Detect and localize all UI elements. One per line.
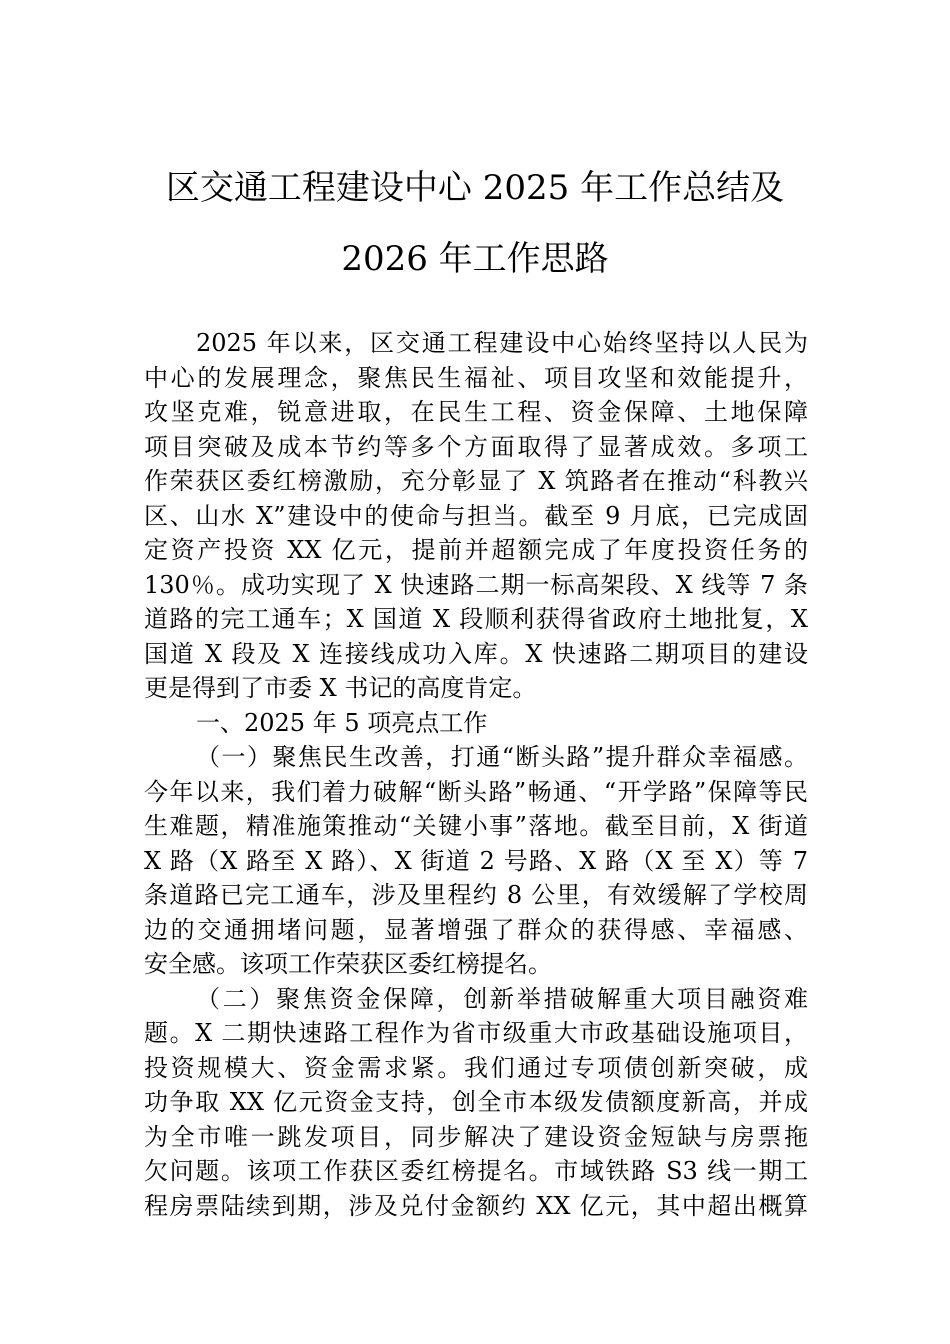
text-line: 定资产投资 XX 亿元，提前并超额完成了年度投资任务的 (144, 536, 808, 564)
text-line: 安全感。该项工作荣获区委红榜提名。 (144, 950, 552, 978)
text-line: 2025 年以来，区交通工程建设中心始终坚持以人民为 (196, 329, 808, 357)
text-line: 作荣获区委红榜激励，充分彰显了 X 筑路者在推动“科教兴 (144, 467, 808, 495)
text-line: 今年以来，我们着力破解“断头路”畅通、“开学路”保障等民 (144, 777, 808, 806)
text-line: 攻坚克难，锐意进取，在民生工程、资金保障、土地保障 (144, 398, 808, 426)
text-line: 道路的完工通车；X 国道 X 段顺利获得省政府土地批复，X (144, 605, 808, 633)
text-line: 条道路已完工通车，涉及里程约 8 公里，有效缓解了学校周 (144, 881, 808, 909)
text-line: 国道 X 段及 X 连接线成功入库。X 快速路二期项目的建设 (144, 639, 808, 668)
text-line: 功争取 XX 亿元资金支持，创全市本级发债额度新高，并成 (144, 1088, 808, 1116)
subsection-heading: （一）聚焦民生改善，打通“断头路”提升群众幸福感。 (196, 743, 808, 771)
text-line: 欠问题。该项工作获区委红榜提名。市域铁路 S3 线一期工 (144, 1157, 808, 1185)
document-body (144, 326, 808, 1223)
text-line: 中心的发展理念，聚焦民生福祉、项目攻坚和效能提升， (144, 363, 808, 392)
text-line: 题。X 二期快速路工程作为省市级重大市政基础设施项目， (144, 1019, 808, 1047)
text-line: 更是得到了市委 X 书记的高度肯定。 (144, 674, 537, 702)
subsection-heading: （二）聚焦资金保障，创新举措破解重大项目融资难 (196, 984, 808, 1013)
text-line: 区、山水 X”建设中的使命与担当。截至 9 月底，已完成固 (144, 501, 808, 530)
document-title-line-1: 区交通工程建设中心 2025 年工作总结及 (165, 168, 785, 208)
text-line: 程房票陆续到期，涉及兑付金额约 XX 亿元，其中超出概算 (144, 1191, 808, 1220)
text-line: 投资规模大、资金需求紧。我们通过专项债创新突破，成 (144, 1053, 808, 1082)
document-title-line-2: 2026 年工作思路 (341, 239, 609, 279)
text-line: 边的交通拥堵问题，显著增强了群众的获得感、幸福感、 (144, 915, 808, 944)
text-line: 项目突破及成本节约等多个方面取得了显著成效。多项工 (144, 432, 808, 461)
text-line: 为全市唯一跳发项目，同步解决了建设资金短缺与房票拖 (144, 1122, 808, 1151)
text-line: 生难题，精准施策推动“关键小事”落地。截至目前，X 街道 (144, 812, 808, 840)
text-line: X 路（X 路至 X 路）、X 街道 2 号路、X 路（X 至 X）等 7 (144, 846, 808, 875)
section-heading: 一、2025 年 5 项亮点工作 (196, 708, 488, 737)
text-line: 130％。成功实现了 X 快速路二期一标高架段、X 线等 7 条 (144, 570, 808, 599)
